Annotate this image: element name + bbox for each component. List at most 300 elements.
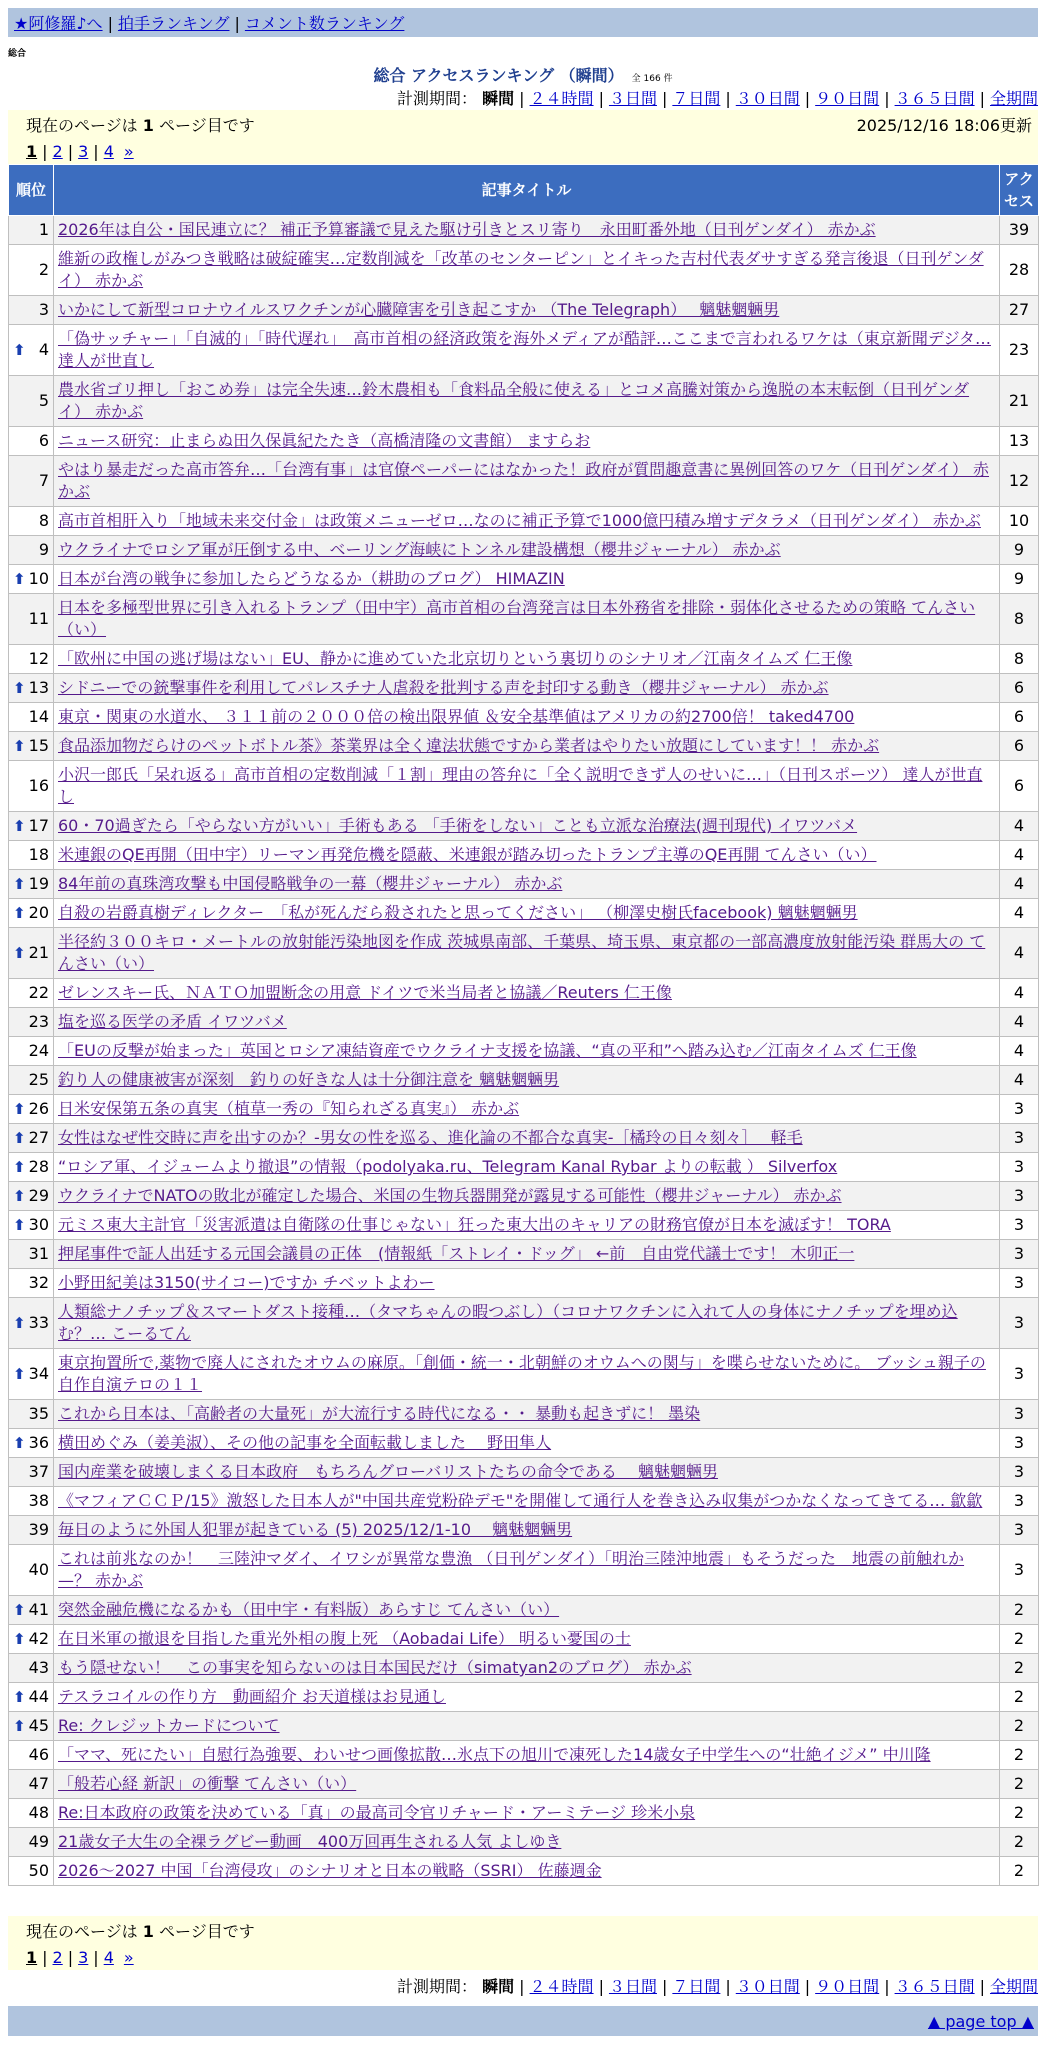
- pager-current-bottom: 1: [26, 1948, 38, 1967]
- title-cell: [54, 427, 1000, 456]
- article-title-link[interactable]: 東京・関東の水道水、 ３１１前の２０００倍の検出限界値 ＆安全基準値はアメリカの約2700倍！ taked4700: [58, 707, 855, 726]
- article-title-link[interactable]: 人類総ナノチップ＆スマートダスト接種…（タマちゃんの暇つぶし）（コロナワクチンに入れて人の身体にナノチップを埋め込む？… こーるてん: [58, 1302, 958, 1343]
- comment-ranking-link[interactable]: コメント数ランキング: [244, 14, 405, 33]
- access-count: 3: [1000, 1211, 1039, 1240]
- rank-cell: [9, 296, 54, 325]
- clap-ranking-link[interactable]: 拍手ランキング: [117, 14, 230, 33]
- rank-number: 20: [28, 903, 49, 922]
- period-3d-link[interactable]: ３日間: [608, 89, 657, 108]
- article-title-link[interactable]: 21歳女子大生の全裸ラグビー動画 400万回再生される人気 よしゆき: [58, 1832, 562, 1851]
- up-arrow-icon: ⬆: [13, 1158, 26, 1176]
- access-count: 2: [1000, 1857, 1039, 1886]
- access-count: 4: [1000, 812, 1039, 841]
- ranking-table-body: [9, 216, 1039, 1886]
- site-home-link[interactable]: ★阿修羅♪へ: [14, 14, 103, 33]
- title-cell: [54, 1240, 1000, 1269]
- table-row: [9, 928, 1039, 979]
- access-count: 2: [1000, 1828, 1039, 1857]
- article-title-link[interactable]: 毎日のように外国人犯罪が起きている (5) 2025/12/1-10 魑魅魍魎男: [58, 1520, 573, 1539]
- up-arrow-icon: ⬆: [13, 1688, 26, 1706]
- rank-cell: [9, 979, 54, 1008]
- title-cell: [54, 979, 1000, 1008]
- article-title-link[interactable]: これから日本は、「高齢者の大量死」が大流行する時代になる・・ 暴動も起きずに！ 墨染: [58, 1404, 701, 1423]
- access-count: 2: [1000, 1625, 1039, 1654]
- table-row: [9, 1487, 1039, 1516]
- article-title-link[interactable]: 在日米軍の撤退を目指した重光外相の腹上死 （Aobadai Life） 明るい憂国の士: [58, 1629, 631, 1648]
- access-count: 4: [1000, 928, 1039, 979]
- rank-cell: [9, 1625, 54, 1654]
- rank-number: 18: [28, 845, 49, 864]
- table-row: [9, 1400, 1039, 1429]
- rank-number: 21: [28, 943, 49, 962]
- rank-number: 2: [38, 260, 49, 279]
- rank-column-header: 順位: [9, 165, 54, 216]
- rank-number: 3: [38, 300, 49, 319]
- period-24h-link[interactable]: ２４時間: [529, 89, 594, 108]
- table-row: [9, 216, 1039, 245]
- rank-cell: [9, 1095, 54, 1124]
- title-cell: [54, 1182, 1000, 1211]
- table-row: [9, 899, 1039, 928]
- rank-number: 7: [38, 471, 49, 490]
- access-count: 27: [1000, 296, 1039, 325]
- rank-cell: [9, 427, 54, 456]
- rank-cell: [9, 899, 54, 928]
- access-count: 4: [1000, 979, 1039, 1008]
- article-title-link[interactable]: 東京拘置所で,薬物で廃人にされたオウムの麻原。「創価・統一・北朝鮮のオウムへの関与」を喋らせないために。 ブッシュ親子の自作自演テロの１１: [58, 1353, 986, 1394]
- table-row: [9, 870, 1039, 899]
- access-count: 3: [1000, 1458, 1039, 1487]
- rank-cell: [9, 1857, 54, 1886]
- table-row: [9, 1857, 1039, 1886]
- table-row: [9, 1770, 1039, 1799]
- article-title-link[interactable]: やはり暴走だった高市答弁…「台湾有事」は官僚ペーパーにはなかった！政府が質問趣意書に異例回答のワケ（日刊ゲンダイ） 赤かぶ: [58, 460, 990, 501]
- rank-number: 16: [28, 776, 49, 795]
- rank-number: 29: [28, 1186, 49, 1205]
- title-cell: [54, 1799, 1000, 1828]
- pager-bottom: 1 | 2 | 3 | 4 »: [26, 1948, 134, 1967]
- title-cell: [54, 1683, 1000, 1712]
- title-cell: [54, 565, 1000, 594]
- article-title-link[interactable]: 「般若心経 新訳」の衝撃 てんさい（い）: [58, 1774, 357, 1793]
- pager-link-3[interactable]: 3: [78, 142, 89, 161]
- title-cell: [54, 507, 1000, 536]
- period-365d-link[interactable]: ３６５日間: [894, 89, 975, 108]
- article-title-link[interactable]: 2026～2027 中国「台湾侵攻」のシナリオと日本の戦略（SSRI） 佐藤週金: [58, 1861, 602, 1880]
- rank-cell: [9, 732, 54, 761]
- article-title-link[interactable]: 小野田紀美は3150(サイコー)ですか チベットよわー: [58, 1273, 435, 1292]
- period-all-link[interactable]: 全期間: [989, 89, 1038, 108]
- article-title-link[interactable]: 「EUの反撃が始まった」英国とロシア凍結資産でウクライナ支援を協議、“真の平和”へ踏み込む／江南タイムズ 仁王像: [58, 1041, 917, 1060]
- article-title-link[interactable]: “ロシア軍、イジュームより撤退”の情報（podolyaka.ru、Telegram Kanal Rybar よりの転載 ） Silverfox: [58, 1157, 838, 1176]
- access-count: 4: [1000, 899, 1039, 928]
- article-title-link[interactable]: 米連銀のQE再開（田中宇）リーマン再発危機を隠蔽、米連銀が踏み切ったトランプ主導のQE再開 てんさい（い）: [58, 845, 877, 864]
- period-3d-link-bottom[interactable]: ３日間: [608, 1977, 657, 1996]
- updated-timestamp: 2025/12/16 18:06更新: [856, 116, 1032, 135]
- up-arrow-icon: ⬆: [13, 570, 26, 588]
- access-count: 3: [1000, 1124, 1039, 1153]
- page-top-link[interactable]: ▲ page top ▲: [927, 2012, 1034, 2031]
- access-count: 3: [1000, 1487, 1039, 1516]
- access-count: 3: [1000, 1240, 1039, 1269]
- pager-current: 1: [26, 142, 38, 161]
- article-title-link[interactable]: 小沢一郎氏「呆れ返る」高市首相の定数削減「１割」理由の答弁に「全く説明できず人のせいに…」（日刊スポーツ） 達人が世直し: [58, 765, 983, 806]
- title-cell: [54, 1625, 1000, 1654]
- page-note: 現在のページは 1 ページ目です: [26, 116, 255, 135]
- access-count: 2: [1000, 1683, 1039, 1712]
- rank-cell: [9, 1487, 54, 1516]
- rank-number: 36: [28, 1433, 49, 1452]
- rank-cell: [9, 216, 54, 245]
- pager-top: 1 | 2 | 3 | 4 »: [26, 142, 134, 161]
- title-cell: [54, 376, 1000, 427]
- access-count: 4: [1000, 1066, 1039, 1095]
- title-cell: [54, 732, 1000, 761]
- table-row: [9, 325, 1039, 376]
- article-title-link[interactable]: もう隠せない！ この事実を知らないのは日本国民だけ（simatyan2のブログ） 赤かぶ: [58, 1658, 692, 1677]
- period-label: 計測期間：: [397, 89, 478, 108]
- access-count: 23: [1000, 325, 1039, 376]
- rank-number: 22: [28, 983, 49, 1002]
- title-cell: [54, 899, 1000, 928]
- rank-number: 11: [28, 609, 49, 628]
- rank-number: 31: [28, 1244, 49, 1263]
- article-title-link[interactable]: 《マフィアＣＣＰ/15》激怒した日本人が"中国共産党粉砕デモ"を開催して通行人を巻き込み収集がつかなくなってきてる… 歙歙: [58, 1491, 983, 1510]
- table-row: [9, 703, 1039, 732]
- article-title-link[interactable]: 自殺の岩爵真樹ディレクター 「私が死んだら殺されたと思ってください」 （柳澤史樹氏facebook) 魑魅魍魎男: [58, 903, 858, 922]
- article-title-link[interactable]: 日本を多極型世界に引き入れるトランプ（田中宇）高市首相の台湾発言は日本外務省を排除・弱体化させるための策略 てんさい（い）: [58, 598, 976, 639]
- title-cell: [54, 1429, 1000, 1458]
- table-row: [9, 1625, 1039, 1654]
- access-count: 4: [1000, 841, 1039, 870]
- rank-cell: [9, 507, 54, 536]
- access-count: 2: [1000, 1596, 1039, 1625]
- access-count: 3: [1000, 1153, 1039, 1182]
- access-count: 2: [1000, 1654, 1039, 1683]
- up-arrow-icon: ⬆: [13, 1434, 26, 1452]
- table-row: [9, 1066, 1039, 1095]
- up-arrow-icon: ⬆: [13, 1717, 26, 1735]
- category-label: 総合: [8, 49, 27, 59]
- rank-cell: [9, 325, 54, 376]
- article-title-link[interactable]: 釣り人の健康被害が深刻 釣りの好きな人は十分御注意を 魑魅魍魎男: [58, 1070, 560, 1089]
- period-24h-link-bottom[interactable]: ２４時間: [529, 1977, 594, 1996]
- rank-cell: [9, 245, 54, 296]
- access-count: 4: [1000, 870, 1039, 899]
- access-count: 9: [1000, 536, 1039, 565]
- table-row: [9, 1683, 1039, 1712]
- rank-number: 17: [28, 816, 49, 835]
- article-title-link[interactable]: 「偽サッチャー」「自滅的」「時代遅れ」 高市首相の経済政策を海外メディアが酷評…ここまで言われるワケは（東京新聞デジタ… 達人が世直し: [58, 329, 991, 370]
- access-count: 13: [1000, 427, 1039, 456]
- table-row: [9, 1269, 1039, 1298]
- rank-cell: [9, 1240, 54, 1269]
- period-all-link-bottom[interactable]: 全期間: [989, 1977, 1038, 1996]
- rank-cell: [9, 674, 54, 703]
- rank-cell: [9, 1008, 54, 1037]
- article-title-link[interactable]: これは前兆なのか！ 三陸沖マダイ、イワシが異常な豊漁 （日刊ゲンダイ）「明治三陸沖地震」もそうだった 地震の前触れか—？ 赤かぶ: [58, 1549, 965, 1590]
- article-title-link[interactable]: 日本が台湾の戦争に参加したらどうなるか（耕助のブログ） HIMAZIN: [58, 569, 565, 588]
- title-cell: [54, 1741, 1000, 1770]
- rank-cell: [9, 456, 54, 507]
- table-row: [9, 1596, 1039, 1625]
- title-cell: [54, 1712, 1000, 1741]
- access-count: 10: [1000, 507, 1039, 536]
- rank-number: 10: [28, 569, 49, 588]
- article-title-link[interactable]: ウクライナでNATOの敗北が確定した場合、米国の生物兵器開発が露見する可能性（櫻井ジャーナル） 赤かぶ: [58, 1186, 842, 1205]
- rank-number: 33: [28, 1313, 49, 1332]
- article-title-link[interactable]: 塩を巡る医学の矛盾 イワツバメ: [58, 1012, 287, 1031]
- article-title-link[interactable]: 維新の政権しがみつき戦略は破綻確実…定数削減を「改革のセンターピン」とイキった吉村代表ダサすぎる発言後退（日刊ゲンダイ） 赤かぶ: [58, 249, 984, 290]
- article-title-link[interactable]: 元ミス東大主計官「災害派遣は自衛隊の仕事じゃない」狂った東大出のキャリアの財務官僚が日本を滅ぼす！ TORA: [58, 1215, 891, 1234]
- rank-cell: [9, 1828, 54, 1857]
- title-cell: [54, 1349, 1000, 1400]
- table-row: [9, 1828, 1039, 1857]
- rank-cell: [9, 536, 54, 565]
- article-title-link[interactable]: ウクライナでロシア軍が圧倒する中、ベーリング海峡にトンネル建設構想（櫻井ジャーナル） 赤かぶ: [58, 540, 781, 559]
- access-count: 6: [1000, 674, 1039, 703]
- up-arrow-icon: ⬆: [13, 904, 26, 922]
- title-cell: [54, 1124, 1000, 1153]
- access-count: 9: [1000, 565, 1039, 594]
- period-365d-link-bottom[interactable]: ３６５日間: [894, 1977, 975, 1996]
- up-arrow-icon: ⬆: [13, 737, 26, 755]
- rank-cell: [9, 1429, 54, 1458]
- rank-cell: [9, 645, 54, 674]
- access-count: 12: [1000, 456, 1039, 507]
- rank-cell: [9, 1153, 54, 1182]
- rank-cell: [9, 1654, 54, 1683]
- access-count: 3: [1000, 1349, 1039, 1400]
- rank-number: 43: [28, 1658, 49, 1677]
- rank-cell: [9, 1545, 54, 1596]
- period-90d-link-bottom[interactable]: ９０日間: [815, 1977, 880, 1996]
- title-cell: [54, 456, 1000, 507]
- access-count: 2: [1000, 1741, 1039, 1770]
- article-title-link[interactable]: 2026年は自公・国民連立に？ 補正予算審議で見えた駆け引きとスリ寄り 永田町番外地（日刊ゲンダイ） 赤かぶ: [58, 220, 876, 239]
- up-arrow-icon: ⬆: [13, 1630, 26, 1648]
- access-count: 3: [1000, 1095, 1039, 1124]
- up-arrow-icon: ⬆: [13, 944, 26, 962]
- rank-cell: [9, 1741, 54, 1770]
- article-title-link[interactable]: ニュース研究：止まらぬ田久保眞紀たたき（高橋清隆の文書館） ますらお: [58, 431, 591, 450]
- table-row: [9, 565, 1039, 594]
- access-count: 3: [1000, 1545, 1039, 1596]
- table-row: [9, 674, 1039, 703]
- article-title-link[interactable]: 高市首相肝入り「地域未来交付金」は政策メニューゼロ…なのに補正予算で1000億円積み増すデタラメ（日刊ゲンダイ） 赤かぶ: [58, 511, 981, 530]
- up-arrow-icon: ⬆: [13, 1601, 26, 1619]
- rank-number: 6: [38, 431, 49, 450]
- article-title-link[interactable]: 日米安保第五条の真実（植草一秀の『知られざる真実』） 赤かぶ: [58, 1099, 520, 1118]
- rank-number: 49: [28, 1832, 49, 1851]
- rank-number: 8: [38, 511, 49, 530]
- rank-cell: [9, 928, 54, 979]
- article-title-link[interactable]: テスラコイルの作り方 動画紹介 お天道様はお見通し: [58, 1687, 446, 1706]
- rank-number: 30: [28, 1215, 49, 1234]
- access-count: 2: [1000, 1799, 1039, 1828]
- article-title-link[interactable]: シドニーでの銃撃事件を利用してパレスチナ人虐殺を批判する声を封印する動き（櫻井ジャーナル） 赤かぶ: [58, 678, 829, 697]
- title-cell: [54, 870, 1000, 899]
- title-column-header: 記事タイトル: [54, 165, 1000, 216]
- rank-number: 41: [28, 1600, 49, 1619]
- title-cell: [54, 1066, 1000, 1095]
- ranking-table: [8, 164, 1039, 1886]
- up-arrow-icon: ⬆: [13, 679, 26, 697]
- article-title-link[interactable]: 「ママ、死にたい」自慰行為強要、わいせつ画像拡散…氷点下の旭川で凍死した14歳女子中学生への“壮絶イジメ” 中川隆: [58, 1745, 931, 1764]
- article-title-link[interactable]: 食品添加物だらけのペットボトル茶》茶業界は全く違法状態ですから業者はやりたい放題にしています！！ 赤かぶ: [58, 736, 880, 755]
- rank-number: 1: [38, 220, 49, 239]
- table-row: [9, 732, 1039, 761]
- rank-number: 13: [28, 678, 49, 697]
- access-count: 6: [1000, 703, 1039, 732]
- article-title-link[interactable]: 押尾事件で証人出廷する元国会議員の正体 (情報紙「ストレイ・ドッグ」 ←前 自由党代議士です！ 木卯正一: [58, 1244, 855, 1263]
- access-count: 3: [1000, 1182, 1039, 1211]
- pager-link-4-bottom[interactable]: 4: [103, 1948, 114, 1967]
- footer-bar: [8, 2006, 1038, 2036]
- title-cell: [54, 1857, 1000, 1886]
- article-title-link[interactable]: 半径約３００キロ・メートルの放射能汚染地図を作成 茨城県南部、千葉県、埼玉県、東京都の一部高濃度放射能汚染 群馬大の てんさい（い）: [58, 932, 986, 973]
- article-title-link[interactable]: 女性はなぜ性交時に声を出すのか？-男女の性を巡る、進化論の不都合な真実-［橘玲の日々刻々］ 軽毛: [58, 1128, 803, 1147]
- up-arrow-icon: ⬆: [13, 1314, 26, 1332]
- pager-link-2-bottom[interactable]: 2: [52, 1948, 63, 1967]
- article-title-link[interactable]: ゼレンスキー氏、ＮＡＴＯ加盟断念の用意 ドイツで米当局者と協議／Reuters 仁王像: [58, 983, 672, 1002]
- period-90d-link[interactable]: ９０日間: [815, 89, 880, 108]
- title-cell: [54, 1095, 1000, 1124]
- access-count: 21: [1000, 376, 1039, 427]
- title-cell: [54, 1487, 1000, 1516]
- up-arrow-icon: ⬆: [13, 1129, 26, 1147]
- pager-link-2[interactable]: 2: [52, 142, 63, 161]
- access-count: 3: [1000, 1269, 1039, 1298]
- title-cell: [54, 1770, 1000, 1799]
- article-title-link[interactable]: いかにして新型コロナウイルスワクチンが心臓障害を引き起こすか （The Telegraph） 魑魅魍魎男: [58, 300, 780, 319]
- up-arrow-icon: ⬆: [13, 1216, 26, 1234]
- title-cell: [54, 1400, 1000, 1429]
- rank-cell: [9, 1182, 54, 1211]
- access-count: 3: [1000, 1298, 1039, 1349]
- rank-number: 5: [38, 391, 49, 410]
- rank-number: 37: [28, 1462, 49, 1481]
- access-count: 4: [1000, 1008, 1039, 1037]
- rank-number: 45: [28, 1716, 49, 1735]
- rank-number: 9: [38, 540, 49, 559]
- table-row: [9, 1654, 1039, 1683]
- table-row: [9, 841, 1039, 870]
- article-title-link[interactable]: Re:日本政府の政策を決めている「真」の最高司令官リチャード・アーミテージ 珍米小泉: [58, 1803, 696, 1822]
- rank-cell: [9, 1683, 54, 1712]
- rank-number: 35: [28, 1404, 49, 1423]
- rank-cell: [9, 870, 54, 899]
- page-title-text: 総合 アクセスランキング （瞬間）: [373, 66, 624, 85]
- table-row: [9, 296, 1039, 325]
- title-cell: [54, 594, 1000, 645]
- article-title-link[interactable]: Re: クレジットカードについて: [58, 1716, 280, 1735]
- rank-cell: [9, 1269, 54, 1298]
- article-title-link[interactable]: 60・70過ぎたら「やらない方がいい」手術もある 「手術をしない」ことも立派な治療法(週刊現代) イワツバメ: [58, 816, 858, 835]
- table-row: [9, 1153, 1039, 1182]
- table-row: [9, 1458, 1039, 1487]
- rank-cell: [9, 1349, 54, 1400]
- access-count: 2: [1000, 1712, 1039, 1741]
- article-title-link[interactable]: 突然金融危機になるかも（田中宇・有料版）あらすじ てんさい（い）: [58, 1600, 560, 1619]
- period-7d-link-bottom[interactable]: ７日間: [672, 1977, 721, 1996]
- top-nav-bar: ★阿修羅♪へ | 拍手ランキング | コメント数ランキング: [8, 8, 1038, 37]
- rank-number: 50: [28, 1861, 49, 1880]
- period-current: 瞬間: [482, 89, 515, 108]
- title-cell: [54, 928, 1000, 979]
- rank-cell: [9, 703, 54, 732]
- rank-number: 32: [28, 1273, 49, 1292]
- article-title-link[interactable]: 84年前の真珠湾攻撃も中国侵略戦争の一幕（櫻井ジャーナル） 赤かぶ: [58, 874, 563, 893]
- period-30d-link[interactable]: ３０日間: [735, 89, 800, 108]
- title-cell: [54, 216, 1000, 245]
- access-count: 3: [1000, 1400, 1039, 1429]
- table-row: [9, 376, 1039, 427]
- article-title-link[interactable]: 国内産業を破壊しまくる日本政府 もちろんグローバリストたちの命令である 魑魅魍魎男: [58, 1462, 718, 1481]
- rank-number: 4: [38, 340, 49, 359]
- title-cell: [54, 1828, 1000, 1857]
- page-title: [0, 63, 1046, 86]
- title-cell: [54, 645, 1000, 674]
- rank-cell: [9, 1596, 54, 1625]
- rank-number: 12: [28, 649, 49, 668]
- article-title-link[interactable]: 「欧州に中国の逃げ場はない」EU、静かに進めていた北京切りという裏切りのシナリオ／江南タイムズ 仁王像: [58, 649, 853, 668]
- article-title-link[interactable]: 農水省ゴリ押し「おこめ券」は完全失速…鈴木農相も「食料品全般に使える」とコメ高騰対策から逸脱の本末転倒（日刊ゲンダイ） 赤かぶ: [58, 380, 970, 421]
- access-count: 39: [1000, 216, 1039, 245]
- table-header-row: [9, 165, 1039, 216]
- up-arrow-icon: ⬆: [13, 1100, 26, 1118]
- up-arrow-icon: ⬆: [13, 875, 26, 893]
- title-cell: [54, 296, 1000, 325]
- access-count: 2: [1000, 1770, 1039, 1799]
- rank-cell: [9, 594, 54, 645]
- pager-link-3-bottom[interactable]: 3: [78, 1948, 89, 1967]
- up-arrow-icon: ⬆: [13, 817, 26, 835]
- rank-number: 15: [28, 736, 49, 755]
- rank-number: 38: [28, 1491, 49, 1510]
- rank-cell: [9, 841, 54, 870]
- rank-number: 42: [28, 1629, 49, 1648]
- rank-cell: [9, 1400, 54, 1429]
- rank-number: 14: [28, 707, 49, 726]
- table-row: [9, 1712, 1039, 1741]
- pager-link-4[interactable]: 4: [103, 142, 114, 161]
- rank-cell: [9, 1066, 54, 1095]
- title-cell: [54, 1516, 1000, 1545]
- period-7d-link[interactable]: ７日間: [672, 89, 721, 108]
- title-cell: [54, 1654, 1000, 1683]
- period-30d-link-bottom[interactable]: ３０日間: [735, 1977, 800, 1996]
- table-row: [9, 1240, 1039, 1269]
- page-info-top: [8, 110, 1038, 164]
- pager-next-link[interactable]: »: [123, 142, 134, 161]
- article-title-link[interactable]: 横田めぐみ（姜美淑）、その他の記事を全面転載しました 野田隼人: [58, 1433, 552, 1452]
- table-row: [9, 1008, 1039, 1037]
- title-cell: [54, 674, 1000, 703]
- title-cell: [54, 536, 1000, 565]
- rank-number: 39: [28, 1520, 49, 1539]
- title-cell: [54, 1037, 1000, 1066]
- table-row: [9, 1799, 1039, 1828]
- title-cell: [54, 1008, 1000, 1037]
- table-row: [9, 507, 1039, 536]
- table-row: [9, 812, 1039, 841]
- pager-next-link-bottom[interactable]: »: [123, 1948, 134, 1967]
- page-info-bottom: [8, 1916, 1038, 1970]
- table-row: [9, 761, 1039, 812]
- rank-cell: [9, 761, 54, 812]
- access-column-header: アクセス: [1000, 165, 1039, 216]
